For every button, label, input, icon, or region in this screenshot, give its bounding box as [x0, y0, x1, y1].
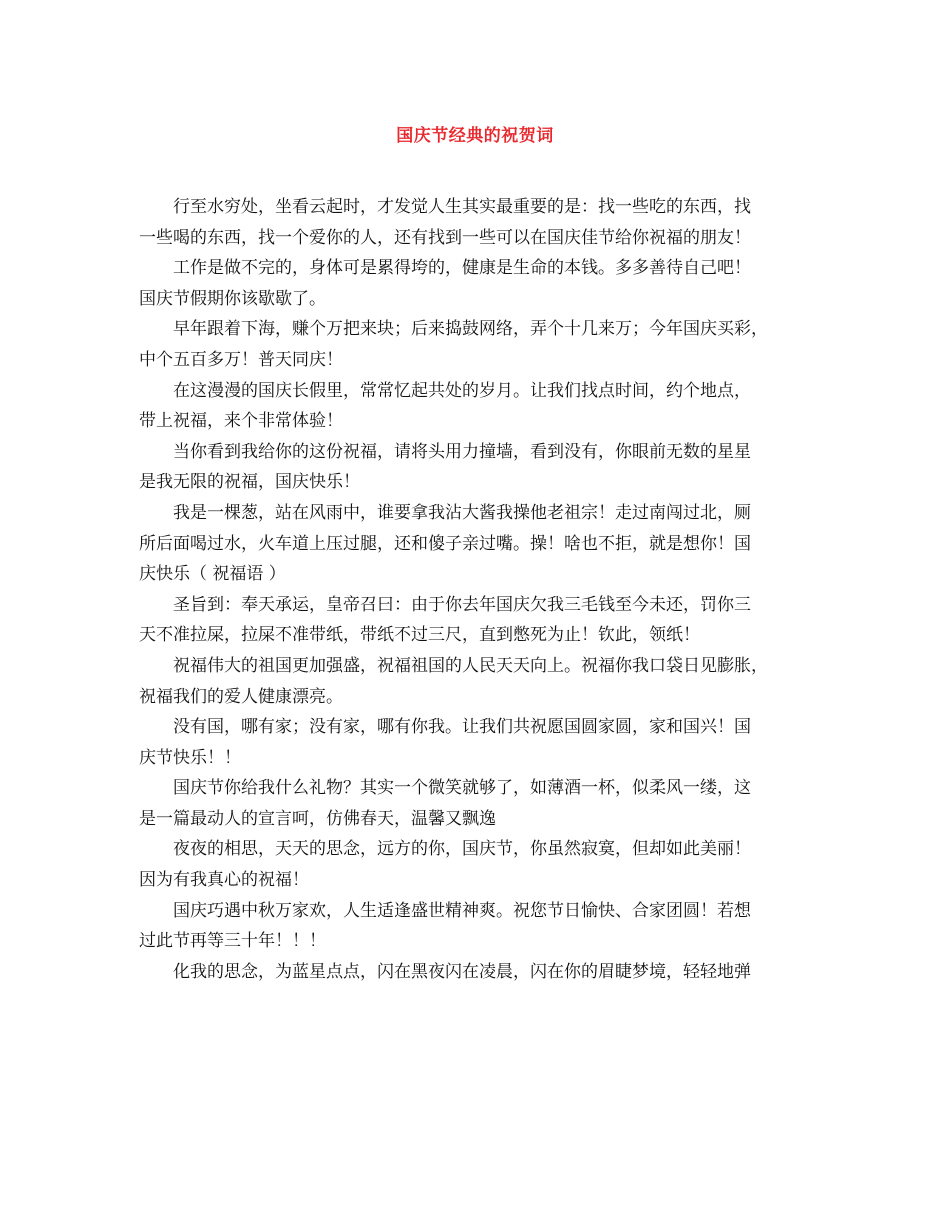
- paragraph-line: 当你看到我给你的这份祝福，请将头用力撞墙，看到没有，你眼前无数的星星: [173, 441, 751, 462]
- paragraph: [139, 314, 815, 375]
- document-title: 国庆节经典的祝贺词: [396, 126, 554, 146]
- paragraph-line: 带上祝福，来个非常体验！: [139, 411, 343, 432]
- paragraph: [139, 498, 815, 590]
- paragraph-line: 国庆节你给我什么礼物？其实一个微笑就够了，如薄酒一杯，似柔风一缕，这: [173, 778, 751, 799]
- paragraph: [139, 253, 815, 314]
- paragraph-line: 是一篇最动人的宣言呵，仿佛春天，温馨又飘逸: [139, 808, 496, 829]
- paragraph: [139, 773, 815, 834]
- paragraph-line: 夜夜的相思，天天的思念，远方的你，国庆节，你虽然寂寞，但却如此美丽！: [173, 839, 751, 860]
- paragraph: [139, 896, 815, 957]
- paragraph-line: 庆快乐（ 祝福语 ）: [139, 564, 286, 585]
- document-body: [139, 192, 815, 987]
- paragraph-line: 所后面喝过水，火车道上压过腿，还和傻子亲过嘴。操！啥也不拒，就是想你！国: [139, 533, 751, 554]
- paragraph: [139, 376, 815, 437]
- paragraph: [139, 590, 815, 651]
- paragraph-line: 在这漫漫的国庆长假里，常常忆起共处的岁月。让我们找点时间，约个地点，: [173, 380, 751, 401]
- paragraph-line: 行至水穷处，坐看云起时，才发觉人生其实最重要的是：找一些吃的东西，找: [173, 197, 751, 217]
- paragraph-line: 化我的思念，为蓝星点点，闪在黑夜闪在凌晨，闪在你的眉睫梦境，轻轻地弹: [173, 961, 751, 982]
- paragraph: [139, 957, 815, 988]
- paragraph-line: 是我无限的祝福，国庆快乐！: [139, 472, 360, 493]
- paragraph-line: 圣旨到：奉天承运，皇帝召曰：由于你去年国庆欠我三毛钱至今未还，罚你三: [173, 594, 751, 615]
- paragraph-line: 工作是做不完的，身体可是累得垮的，健康是生命的本钱。多多善待自己吧！: [173, 258, 751, 279]
- paragraph: [139, 192, 815, 253]
- paragraph-line: 没有国，哪有家；没有家，哪有你我。让我们共祝愿国圆家圆，家和国兴！国: [173, 717, 751, 738]
- paragraph: [139, 651, 815, 712]
- paragraph-line: 一些喝的东西，找一个爱你的人，还有找到一些可以在国庆佳节给你祝福的朋友！: [139, 227, 751, 248]
- paragraph-line: 国庆节假期你该歇歇了。: [139, 288, 326, 309]
- paragraph-line: 我是一棵葱，站在风雨中，谁要拿我沾大酱我操他老祖宗！走过南闯过北，厕: [173, 502, 751, 523]
- paragraph-line: 庆节快乐！！: [139, 747, 241, 768]
- paragraph-line: 中个五百多万！普天同庆！: [139, 349, 343, 370]
- paragraph-line: 祝福伟大的祖国更加强盛，祝福祖国的人民天天向上。祝福你我口袋日见膨胀，: [173, 655, 768, 676]
- paragraph-line: 因为有我真心的祝福！: [139, 870, 309, 891]
- paragraph-line: 天不准拉屎，拉屎不准带纸，带纸不过三尺，直到憋死为止！钦此，领纸！: [139, 625, 700, 646]
- paragraph: [139, 437, 815, 498]
- paragraph: [139, 834, 815, 895]
- paragraph-line: 国庆巧遇中秋万家欢，人生适逢盛世精神爽。祝您节日愉快、合家团圆！若想: [173, 900, 751, 921]
- paragraph-line: 早年跟着下海，赚个万把来块；后来捣鼓网络，弄个十几来万；今年国庆买彩，: [173, 319, 768, 340]
- paragraph-line: 过此节再等三十年！！！: [139, 931, 326, 952]
- paragraph-line: 祝福我们的爱人健康漂亮。: [139, 686, 343, 707]
- paragraph: [139, 712, 815, 773]
